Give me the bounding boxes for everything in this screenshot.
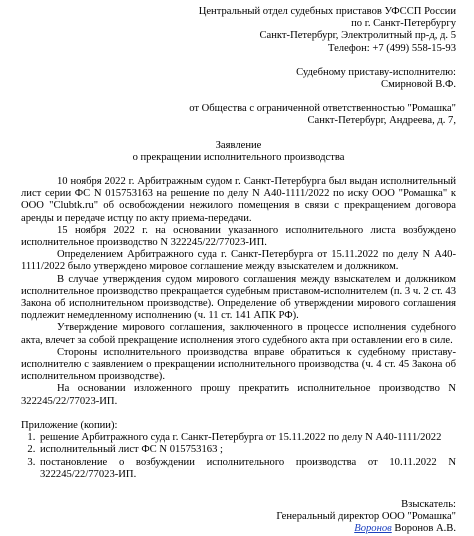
attachment-item: 2. исполнительный лист ФС N 015753163 ; — [38, 444, 456, 456]
handwritten-signature[interactable]: Воронов — [354, 523, 392, 535]
paragraph-7: На основании изложенного прошу прекратить исполнительное производство N 322245/22/77023-ИП. — [21, 383, 456, 407]
title-line-1: Заявление — [215, 139, 262, 151]
sender-address: Санкт-Петербург, Андреева, д. 7, — [307, 115, 456, 127]
addressee-title: Судебному приставу-исполнителю: — [296, 66, 456, 78]
attachments-heading: Приложение (копии): — [21, 419, 118, 431]
court-address-block — [21, 6, 456, 55]
signature-block — [21, 499, 456, 536]
attachment-item: 3. постановление о возбуждении исполнительного производства от 10.11.2022 N 322245/22/77023-ИП. — [38, 457, 456, 481]
paragraph-5: Утверждение мирового соглашения, заключенного в процессе исполнения судебного акта, влечет за собой прекращение исполнения этого судебного акта при оставлении его в силе. — [21, 322, 456, 346]
addressee-name: Смирновой В.Ф. — [381, 79, 456, 91]
signature-position: Генеральный директор ООО "Ромашка" — [276, 511, 456, 523]
title-line-2: о прекращении исполнительного производства — [132, 151, 345, 163]
document-body — [21, 176, 456, 408]
court-line-address: Санкт-Петербург, Электролитный пр-д, д. 5 — [259, 30, 456, 42]
addressee-block — [21, 67, 456, 91]
paragraph-3: Определением Арбитражного суда г. Санкт-Петербурга от 15.11.2022 по делу N А40-1111/2022 было утверждено мировое соглашение между взыскателем и должником. — [21, 249, 456, 273]
court-line-city: по г. Санкт-Петербургу — [351, 18, 456, 30]
attachment-item: 1. решение Арбитражного суда г. Санкт-Петербурга от 15.11.2022 по делу N А40-1111/2022 — [38, 432, 456, 444]
court-line-phone: Телефон: +7 (499) 558-15-93 — [328, 42, 456, 54]
document-title — [21, 140, 456, 164]
attachments-list — [21, 432, 456, 481]
signature-line — [21, 523, 456, 535]
paragraph-1: 10 ноября 2022 г. Арбитражным судом г. Санкт-Петербурга был выдан исполнительный лист серии ФС N 015753163 на решение по делу N А40-1111/2022 по иску ООО "Ромашка" к ООО "Clubtk.ru" об освобождении нежилого помещения в связи с прекращением договора аренды и передаче истцу по акту приема-передачи. — [21, 176, 456, 224]
signature-label: Взыскатель: — [401, 498, 456, 510]
paragraph-6: Стороны исполнительного производства вправе обратиться к судебному приставу-исполнителю с заявлением о прекращении исполнительного производства (ч. 4 ст. 45 Закона об исполнительном производстве). — [21, 346, 456, 383]
sender-name: от Общества с ограниченной ответственностью "Ромашка" — [189, 103, 456, 115]
paragraph-4: В случае утверждения судом мирового соглашения между взыскателем и должником исполнительное производство прекращается судебным приставом-исполнителем (п. 3 ч. 2 ст. 43 Закона об исполнительном производстве). Определение об утверждении мирового соглашения подлежит немедленному исполнению (ч. 11 ст. 141 АПК РФ). — [21, 273, 456, 322]
paragraph-2: 15 ноября 2022 г. на основании указанного исполнительного листа возбуждено исполнительное производство N 322245/22/77023-ИП. — [21, 224, 456, 249]
signer-name: Воронов А.В. — [394, 523, 456, 535]
court-line-name: Центральный отдел судебных приставов УФССП России — [198, 6, 456, 17]
attachments-block — [21, 420, 456, 481]
sender-block — [21, 103, 456, 127]
